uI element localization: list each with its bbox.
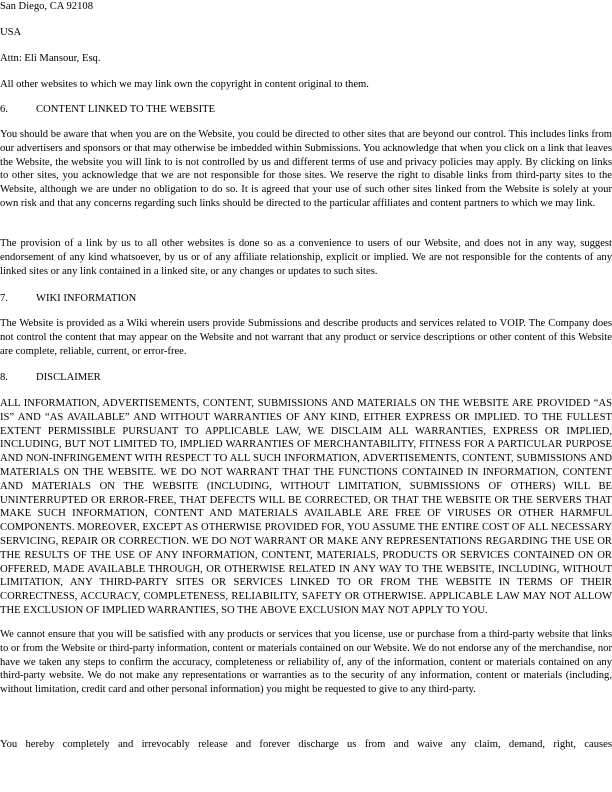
section-title: WIKI INFORMATION [36,293,137,304]
address-attention: Attn: Eli Mansour, Esq. [0,53,101,64]
section-7-paragraph-1: The Website is provided as a Wiki wherein users provide Submissions and describe products and services related to VOIP. The Company does not control the content that may appear on the Website and not warrant that any product or service descriptions or other content of this Website are complete, reliable, current, or error-free. [0,318,612,357]
section-number: 7. [0,293,8,304]
copyright-note: All other websites to which we may link own the copyright in content original to them. [0,79,369,90]
section-6-paragraph-1: You should be aware that when you are on the Website, you could be directed to other sites that are beyond our control. This includes links from our advertisers and sponsors or that may otherwise be imbedded within Submissions. You acknowledge that when you click on a link that leaves the Website, the website you will link to is not controlled by us and different terms of use and privacy policies may apply. By clicking on links to other sites, you acknowledge that we are not responsible for those sites. We reserve the right to disable links from third-party sites to the Website, although we are under no obligation to do so. It is agreed that your use of such other sites linked from the Website is solely at your own risk and that any concerns regarding such links should be directed to the particular affiliates and content partners to which we may link. [0,129,612,209]
section-7-heading [0,292,136,306]
section-6-heading [0,103,215,117]
section-8-paragraph-3: You hereby completely and irrevocably release and forever discharge us from and waive any claim, demand, right, causes [0,739,612,750]
section-8-disclaimer-paragraph: ALL INFORMATION, ADVERTISEMENTS, CONTENT, SUBMISSIONS AND MATERIALS ON THE WEBSITE ARE PROVIDED “AS IS” AND “AS AVAILABLE” AND WITHOUT WARRANTIES OF ANY KIND, EITHER EXPRESS OR IMPLIED. TO THE FULLEST EXTENT PERMISSIBLE PURSUANT TO APPLICABLE LAW, WE DISCLAIM ALL WARRANTIES, EXPRESS OR IMPLIED, INCLUDING, BUT NOT LIMITED TO, IMPLIED WARRANTIES OF MERCHANTABILITY, FITNESS FOR A PARTICULAR PURPOSE AND NON-INFRINGEMENT WITH RESPECT TO ALL SUCH INFORMATION, ADVERTISEMENTS, CONTENT, SUBMISSIONS AND MATERIALS ON THE WEBSITE. WE DO NOT WARRANT THAT THE FUNCTIONS CONTAINED IN INFORMATION, CONTENT AND MATERIALS ON THE WEBSITE (INCLUDING, WITHOUT LIMITATION, SUBMISSIONS OF OTHERS) WILL BE UNINTERRUPTED OR ERROR-FREE, THAT DEFECTS WILL BE CORRECTED, OR THAT THE WEBSITE OR THE SERVERS THAT MAKE SUCH INFORMATION, CONTENT AND MATERIALS AVAILABLE ARE FREE OF VIRUSES OR OTHER HARMFUL COMPONENTS. MOREOVER, EXCEPT AS OTHERWISE PROVIDED FOR, YOU ASSUME THE ENTIRE COST OF ALL NECESSARY SERVICING, REPAIR OR CORRECTION. WE DO NOT WARRANT OR MAKE ANY REPRESENTATIONS REGARDING THE USE OR THE RESULTS OF THE USE OF ANY INFORMATION, CONTENT, MATERIALS, PRODUCTS OR SERVICES CONTAINED ON OR OFFERED, MADE AVAILABLE THROUGH, OR OTHERWISE RELATED IN ANY WAY TO THE WEBSITE, INCLUDING, WITHOUT LIMITATION, ANY THIRD-PARTY SITES OR SERVICES LINKED TO OR FROM THE WEBSITE IN TERMS OF THEIR CORRECTNESS, ACCURACY, COMPLETENESS, RELIABILITY, SAFETY OR OTHERWISE. APPLICABLE LAW MAY NOT ALLOW THE EXCLUSION OF IMPLIED WARRANTIES, SO THE ABOVE EXCLUSION MAY NOT APPLY TO YOU. [0,398,612,616]
section-number: 6. [0,104,8,115]
section-title: DISCLAIMER [36,372,101,383]
section-number: 8. [0,372,8,383]
address-country: USA [0,27,22,38]
section-8-heading [0,371,101,385]
address-city-line: San Diego, CA 92108 [0,1,93,12]
section-title: CONTENT LINKED TO THE WEBSITE [36,104,216,115]
section-8-paragraph-2: We cannot ensure that you will be satisfied with any products or services that you license, use or purchase from a third-party website that links to or from the Website or third-party information, content or materials contained on our Website. We do not endorse any of the merchandise, nor have we taken any steps to confirm the accuracy, completeness or reliability of, any of the information, content or materials contained on any third-party website. We do not make any representations or warranties as to the security of any information, content or materials (including, without limitation, credit card and other personal information) you might be requested to give to any third-party. [0,629,612,696]
section-6-paragraph-2: The provision of a link by us to all other websites is done so as a convenience to users of our Website, and does not in any way, suggest endorsement of any kind whatsoever, by us or of any affiliate relationship, explicit or implied. We are not responsible for the contents of any linked sites or any link contained in a linked site, or any changes or updates to such sites. [0,238,612,277]
